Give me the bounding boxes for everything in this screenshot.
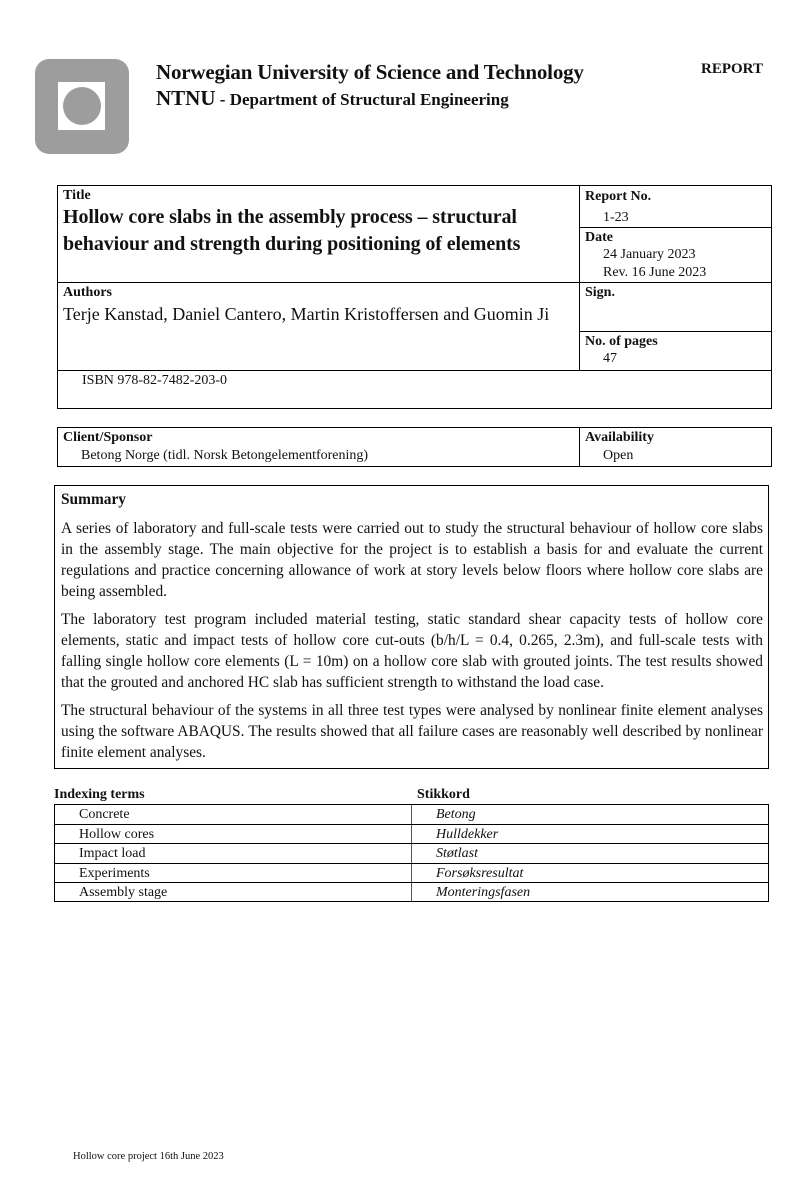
summary-paragraph: The laboratory test program included material testing, static standard shear capacity tests of hollow core elements, static and impact tests of hollow core cut-outs (b/h/L = 0.4, 0.265, 2.3m), and full-scale tests with falling single hollow core elements (L = 10m) on a hollow core slab with grouted joints. The test results showed that the grouted and anchored HC slab has sufficient strength to withstand the load case. <box>61 611 763 691</box>
table-row <box>55 883 768 903</box>
title-cell <box>63 187 520 258</box>
column-divider <box>579 186 580 371</box>
ntnu-abbrev: NTNU <box>156 86 216 110</box>
university-name: Norwegian University of Science and Technology <box>156 60 584 84</box>
report-title-line1: Hollow core slabs in the assembly process – structural <box>63 206 517 228</box>
indexing-term: Concrete <box>79 807 130 822</box>
indexing-term: Impact load <box>79 846 146 861</box>
revision-value: Rev. 16 June 2023 <box>603 265 707 280</box>
sign-cell <box>585 284 615 301</box>
table-row <box>55 864 768 884</box>
department-line <box>156 86 509 112</box>
table-row <box>55 805 768 825</box>
summary-paragraph: The structural behaviour of the systems in all three test types were analysed by nonlinear finite element analyses using the software ABAQUS. The results showed that all failure cases are reasonably well described by nonlinear finite element analyses. <box>61 702 763 761</box>
row-divider <box>579 331 772 332</box>
authors-label: Authors <box>63 285 113 300</box>
client-label: Client/Sponsor <box>63 430 153 445</box>
indexing-terms-header: Indexing terms <box>54 787 145 802</box>
isbn-value: ISBN 978-82-7482-203-0 <box>82 373 228 388</box>
report-title-line2: behaviour and strength during positioning of elements <box>63 233 521 255</box>
authors-cell <box>63 284 549 325</box>
summary-box <box>54 485 769 769</box>
stikkord-term: Monteringsfasen <box>436 885 531 900</box>
row-divider <box>58 370 772 371</box>
availability-value: Open <box>603 448 634 463</box>
report-info-table <box>57 185 772 409</box>
logo-circle <box>63 87 101 125</box>
row-divider <box>579 227 772 228</box>
date-label: Date <box>585 230 613 245</box>
report-no-value: 1-23 <box>603 210 629 225</box>
indexing-table <box>54 804 769 902</box>
summary-title: Summary <box>61 491 126 508</box>
report-no-label: Report No. <box>585 189 652 204</box>
client-table <box>57 427 772 467</box>
stikkord-term: Betong <box>436 807 476 822</box>
ntnu-logo-icon <box>35 59 129 154</box>
client-value: Betong Norge (tidl. Norsk Betongelementforening) <box>81 448 369 463</box>
column-divider <box>579 428 580 466</box>
date-cell <box>585 229 706 282</box>
availability-label: Availability <box>585 430 654 445</box>
date-value: 24 January 2023 <box>603 247 696 262</box>
stikkord-term: Hulldekker <box>436 827 499 842</box>
availability-cell <box>585 429 654 466</box>
page-footer: Hollow core project 16th June 2023 <box>73 1151 224 1162</box>
indexing-term: Assembly stage <box>79 885 168 900</box>
summary-paragraph: A series of laboratory and full-scale tests were carried out to study the structural behaviour of hollow core slabs in the assembly stage. The main objective for the project is to establish a basis for and evaluate the current regulations and practice concerning allowance of work at story levels below floors where hollow core slabs are being assembled. <box>61 520 763 600</box>
dept-separator: - <box>215 90 230 109</box>
sign-label: Sign. <box>585 285 615 300</box>
pages-value: 47 <box>603 351 617 366</box>
logo-inner-square <box>58 82 105 130</box>
department-name: Department of Structural Engineering <box>229 90 509 109</box>
table-row <box>55 844 768 864</box>
report-no-cell <box>585 187 651 227</box>
indexing-term: Experiments <box>79 866 150 881</box>
authors-value: Terje Kanstad, Daniel Cantero, Martin Kristoffersen and Guomin Ji <box>63 304 550 324</box>
row-divider <box>58 282 772 283</box>
pages-cell <box>585 333 658 368</box>
client-cell <box>63 429 368 466</box>
stikkord-header: Stikkord <box>417 787 470 802</box>
indexing-term: Hollow cores <box>79 827 155 842</box>
stikkord-term: Støtlast <box>436 846 479 861</box>
title-label: Title <box>63 188 91 203</box>
doc-type-label: REPORT <box>701 61 763 77</box>
table-row <box>55 825 768 845</box>
stikkord-term: Forsøksresultat <box>436 866 524 881</box>
pages-label: No. of pages <box>585 334 658 349</box>
